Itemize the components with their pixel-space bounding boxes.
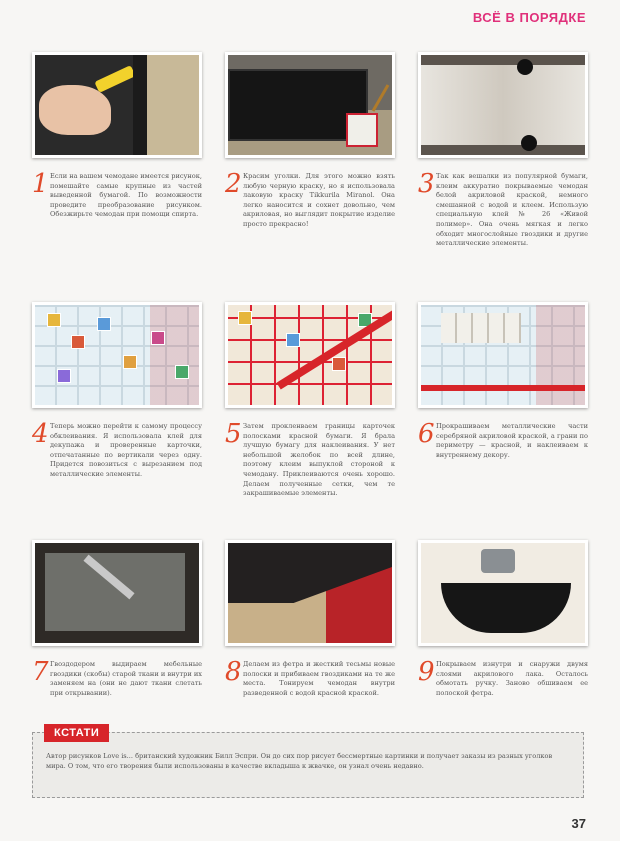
step-number: 6: [418, 419, 435, 449]
step-text: Затем прокленваем границы карточек полосками красной бумаги. Я брала лучшую бумагу для наклеивания. У нет небольшой желобок по всей длине, поэтому клеим выпуклой стороной к чемодану. Приклеиваются очень хорошо. Делаем полученные сетки, чем те закрашиваемые элементы.: [243, 422, 395, 498]
step-1: [32, 52, 202, 302]
step-number: 4: [32, 419, 49, 449]
steps-row-3: [32, 540, 588, 730]
step-number: 3: [418, 169, 435, 199]
step-1-photo: [32, 52, 202, 158]
step-4: [32, 302, 202, 540]
step-7-photo: [32, 540, 202, 646]
step-4-photo: [32, 302, 202, 408]
step-8: [225, 540, 395, 730]
step-8-photo: [225, 540, 395, 646]
step-text: Гвоздодером выдираем мебельные гвоздики (скобы) старой ткани и внутри их заменяем на (они не дают ткани слетать при открывании).: [50, 660, 202, 697]
steps-row-2: [32, 302, 588, 540]
step-text: Теперь можно перейти к самому процессу обклеивания. Я использовала клей для декупажа и проверенные карточки, отпечатанные по вертикали через одну. Придется повозиться с вырезанием под металлические элементы.: [50, 422, 202, 478]
step-6-photo: [418, 302, 588, 408]
step-text: Делаем из фетра и жесткий тесьмы новые полоски и прибиваем гвоздиками на те же места. Тонируем чемодан внутри разведенной с водой красной краской.: [243, 660, 395, 697]
step-3-photo: [418, 52, 588, 158]
kstati-text: Автор рисунков Love is... британский художник Билл Эспри. Он до сих пор рисует бессмертные картинки и получает заказы из разных уголков мира. О том, что его творения были использованы в качестве вкладыша к жвачке, он узнал очень недавно.: [46, 752, 553, 770]
step-3: [418, 52, 588, 302]
step-text: Если на вашем чемодане имеется рисунок, помешайте самые крупные из частей выведенной бумагой. По возможности проведите преобразование рисунком. Обезжирьте чемодан при помощи спирта.: [50, 172, 202, 219]
step-2-photo: [225, 52, 395, 158]
step-number: 2: [225, 169, 242, 199]
step-5-photo: [225, 302, 395, 408]
step-number: 9: [418, 657, 435, 687]
step-9-photo: [418, 540, 588, 646]
step-text: Прокрашиваем металлические части серебряной акриловой краской, а грани по периметру — красной, и наклеиваем к внутреннему декору.: [436, 422, 588, 459]
section-header: ВСЁ В ПОРЯДКЕ: [472, 10, 586, 25]
page-number: 37: [571, 816, 586, 831]
step-5: [225, 302, 395, 540]
step-6: [418, 302, 588, 540]
step-2: [225, 52, 395, 302]
steps-row-1: [32, 52, 588, 302]
step-9: [418, 540, 588, 730]
step-text: Красим уголки. Для этого можно взять любую черную краску, но я использовала лаковую краску Tikkurila Miranol. Она легко наносится и сохнет довольно, чем акриловая, но выглядит покрытие изделие просто прекрасно!: [243, 172, 395, 228]
step-number: 7: [32, 657, 49, 687]
step-text: Так как вешалки из популярной бумаги, клеим аккуратно покрываемые чемодан белой акриловой краской, немного смешанной с водой и клеем. Использую специальную клей № 26 «Живой полимер». Она очень мягкая и легко обходит многослойные гвоздики и другие металлические элементы.: [436, 172, 588, 248]
step-text: Покрываем изнутри и снаружи двумя слоями акрилового лака. Осталось обмотать ручку. Заново обшиваем ее полоской фетра.: [436, 660, 588, 697]
steps-grid: [32, 52, 588, 730]
kstati-label: КСТАТИ: [44, 724, 109, 742]
step-number: 1: [32, 169, 49, 199]
step-number: 5: [225, 419, 242, 449]
step-number: 8: [225, 657, 242, 687]
step-7: [32, 540, 202, 730]
